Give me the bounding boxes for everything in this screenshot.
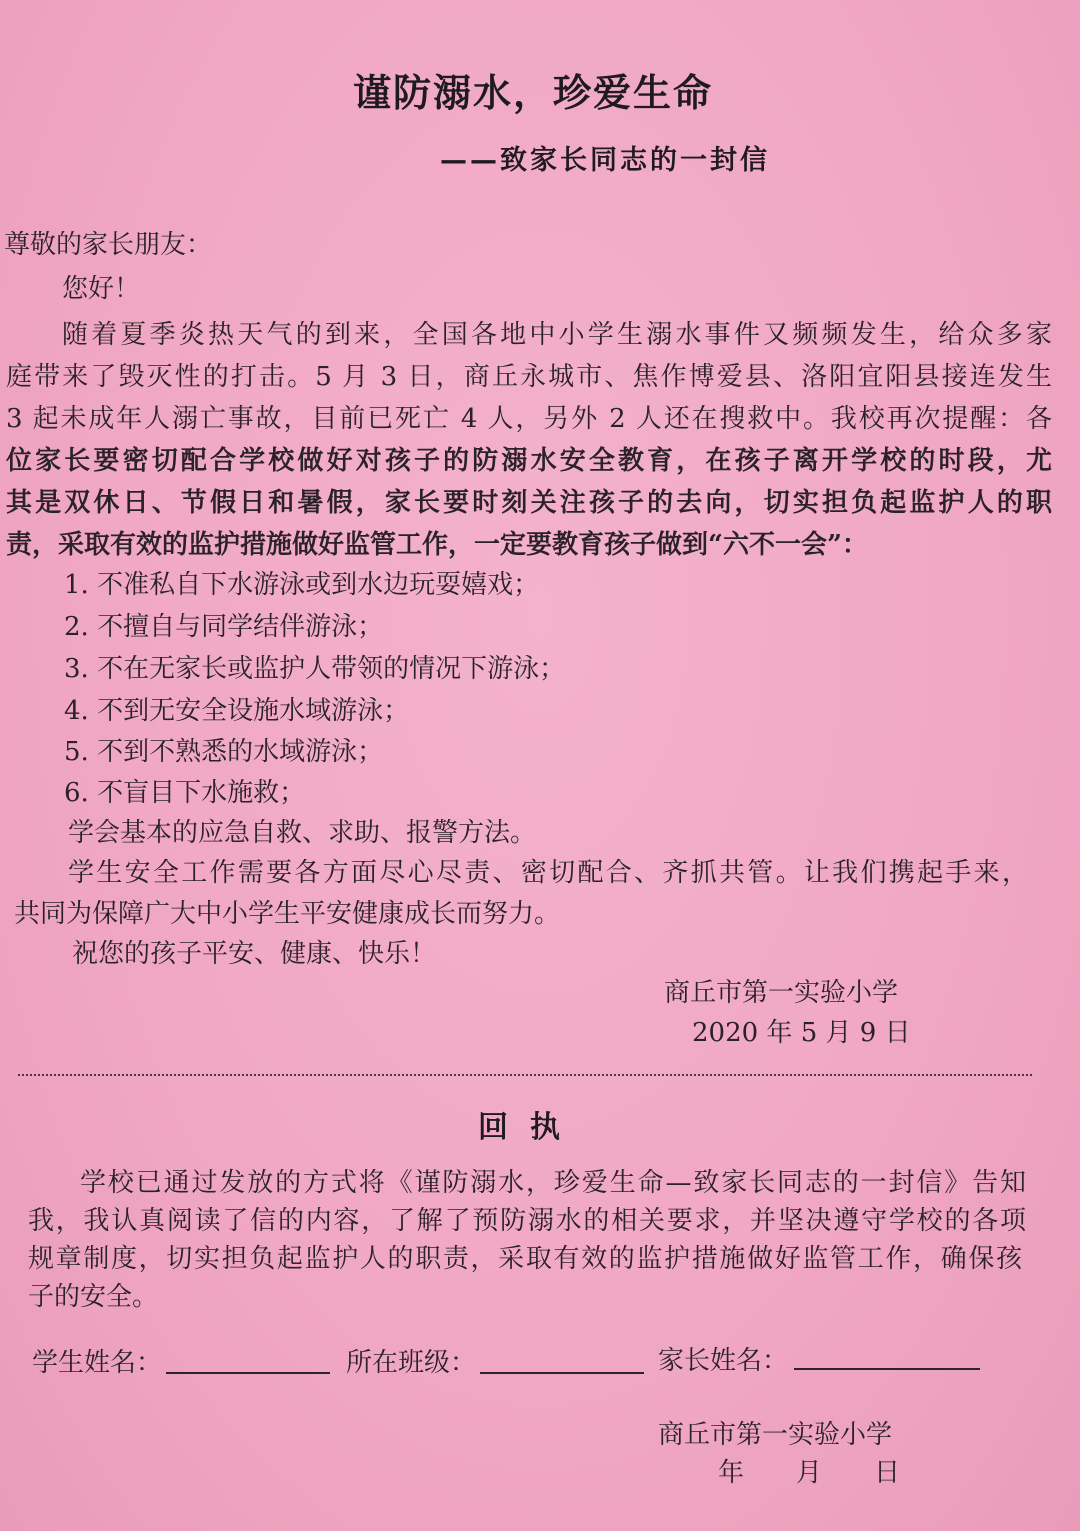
wish-line: 祝您的孩子平安、健康、快乐！	[72, 939, 437, 969]
rule-item: 3. 不在无家长或监护人带领的情况下游泳；	[64, 654, 566, 684]
rule-item: 2. 不擅自与同学结伴游泳；	[64, 612, 384, 642]
body-line: 其是双休日、节假日和暑假，家长要时刻关注孩子的去向，切实担负起监护人的职	[6, 488, 1052, 518]
rule-item: 5. 不到不熟悉的水域游泳；	[64, 737, 384, 767]
receipt-date-placeholder: 年 月 日	[718, 1458, 901, 1488]
body-line: 位家长要密切配合学校做好对孩子的防溺水安全教育，在孩子离开学校的时段，尤	[6, 446, 1052, 476]
rule-item: 6. 不盲目下水施救；	[64, 778, 306, 808]
closing-line: 共同为保障广大中小学生平安健康成长而努力。	[14, 899, 561, 929]
receipt-signature: 商丘市第一实验小学	[658, 1420, 893, 1450]
parent-name-field[interactable]	[794, 1368, 980, 1370]
parent-name-label: 家长姓名：	[658, 1346, 789, 1376]
student-name-field[interactable]	[166, 1372, 330, 1374]
letter-date: 2020 年 5 月 9 日	[692, 1018, 911, 1048]
letter-subtitle: ——致家长同志的一封信	[440, 145, 770, 176]
receipt-line: 子的安全。	[28, 1282, 159, 1312]
cut-line-divider	[18, 1074, 1032, 1076]
body-line: 3 起未成年人溺亡事故，目前已死亡 4 人，另外 2 人还在搜救中。我校再次提醒：各	[6, 404, 1052, 434]
class-label: 所在班级：	[346, 1348, 477, 1378]
body-line: 随着夏季炎热天气的到来，全国各地中小学生溺水事件又频频发生，给众多家	[62, 320, 1052, 350]
body-line: 庭带来了毁灭性的打击。5 月 3 日，商丘永城市、焦作博爱县、洛阳宜阳县接连发生	[6, 362, 1052, 392]
rule-item: 学会基本的应急自救、求助、报警方法。	[68, 818, 537, 848]
greeting: 您好！	[62, 274, 141, 304]
receipt-line: 规章制度，切实担负起监护人的职责，采取有效的监护措施做好监管工作，确保孩	[28, 1244, 1022, 1274]
class-field[interactable]	[480, 1372, 644, 1374]
rule-item: 1. 不准私自下水游泳或到水边玩耍嬉戏；	[64, 570, 540, 600]
closing-line: 学生安全工作需要各方面尽心尽责、密切配合、齐抓共管。让我们携起手来，	[68, 858, 1028, 888]
student-name-label: 学生姓名：	[32, 1348, 163, 1378]
salutation: 尊敬的家长朋友：	[4, 230, 213, 260]
body-line: 责，采取有效的监护措施做好监管工作，一定要教育孩子做到“六不一会”：	[6, 530, 868, 560]
receipt-title: 回执	[478, 1110, 582, 1145]
rule-item: 4. 不到无安全设施水域游泳；	[64, 696, 410, 726]
letter-title: 谨防溺水，珍爱生命	[352, 71, 713, 115]
receipt-line: 我，我认真阅读了信的内容，了解了预防溺水的相关要求，并坚决遵守学校的各项	[28, 1206, 1026, 1236]
receipt-line: 学校已通过发放的方式将《谨防溺水，珍爱生命—致家长同志的一封信》告知	[80, 1168, 1026, 1198]
letter-signature: 商丘市第一实验小学	[664, 978, 899, 1008]
